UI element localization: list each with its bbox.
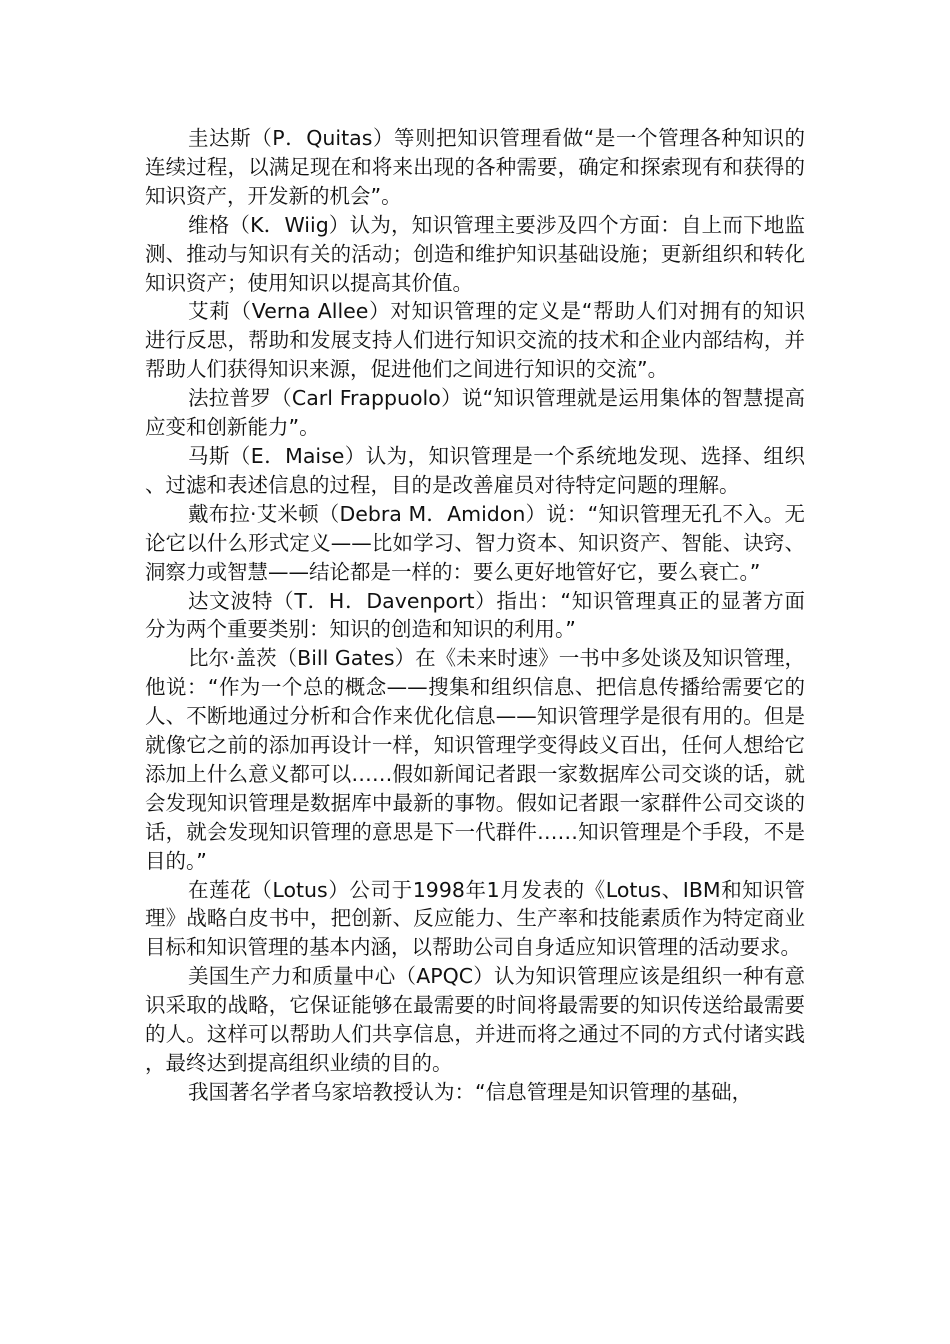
paragraph-apqc: 美国生产力和质量中心（APQC）认为知识管理应该是组织一种有意识采取的战略，它保证能够在最需要的时间将最需要的知识传送给最需要的人。这样可以帮助人们共享信息，并进而将之通过不同的方式付诸实践，最终达到提高组织业绩的目的。 <box>145 964 805 1075</box>
document-body <box>145 124 805 1107</box>
paragraph-gates: 比尔·盖茨（Bill Gates）在《未来时速》一书中多处谈及知识管理，他说：“作为一个总的概念——搜集和组织信息、把信息传播给需要它的人、不断地通过分析和合作来优化信息——知识管理学是很有用的。但是就像它之前的添加再设计一样，知识管理学变得歧义百出，任何人想给它添加上什么意义都可以……假如新闻记者跟一家数据库公司交谈的话，就会发现知识管理是数据库中最新的事物。假如记者跟一家群件公司交谈的话，就会发现知识管理的意思是下一代群件……知识管理是个手段，不是目的。” <box>145 646 805 873</box>
paragraph-davenport: 达文波特（T．H．Davenport）指出：“知识管理真正的显著方面分为两个重要类别：知识的创造和知识的利用。” <box>145 588 805 642</box>
paragraph-maise: 马斯（E．Maise）认为，知识管理是一个系统地发现、选择、组织、过滤和表述信息的过程，目的是改善雇员对待特定问题的理解。 <box>145 443 805 497</box>
paragraph-lotus: 在莲花（Lotus）公司于1998年1月发表的《Lotus、IBM和知识管理》战略白皮书中，把创新、反应能力、生产率和技能素质作为特定商业目标和知识管理的基本内涵，以帮助公司自身适应知识管理的活动要求。 <box>145 877 805 960</box>
paragraph-wu-jiapei: 我国著名学者乌家培教授认为：“信息管理是知识管理的基础， <box>188 1079 753 1104</box>
paragraph-allee: 艾莉（Verna Allee）对知识管理的定义是“帮助人们对拥有的知识进行反思，帮助和发展支持人们进行知识交流的技术和企业内部结构，并帮助人们获得知识来源，促进他们之间进行知识的交流”。 <box>145 299 805 382</box>
paragraph-frappuolo: 法拉普罗（Carl Frappuolo）说“知识管理就是运用集体的智慧提高应变和创新能力”。 <box>145 386 805 440</box>
paragraph-amidon: 戴布拉·艾米顿（Debra M．Amidon）说：“知识管理无孔不入。无论它以什么形式定义——比如学习、智力资本、知识资产、智能、诀窍、洞察力或智慧——结论都是一样的：要么更好地管好它，要么衰亡。” <box>145 501 805 584</box>
paragraph-quitas: 圭达斯（P．Quitas）等则把知识管理看做“是一个管理各种知识的连续过程，以满足现在和将来出现的各种需要，确定和探索现有和获得的知识资产，开发新的机会”。 <box>145 126 805 208</box>
paragraph-wiig: 维格（K．Wiig）认为，知识管理主要涉及四个方面：自上而下地监测、推动与知识有关的活动；创造和维护知识基础设施；更新组织和转化知识资产；使用知识以提高其价值。 <box>145 212 805 295</box>
